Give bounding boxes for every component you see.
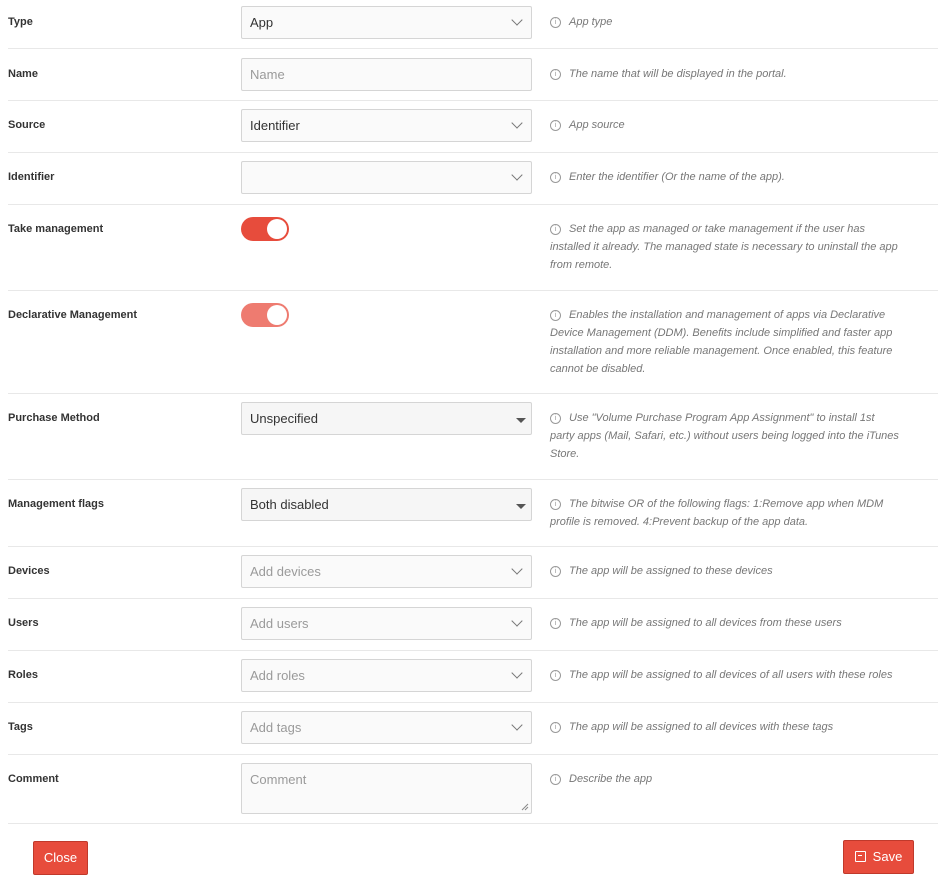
info-icon: i xyxy=(550,172,561,183)
type-label: Type xyxy=(8,16,33,28)
name-placeholder: Name xyxy=(250,67,285,82)
management-flags-help: i The bitwise OR of the following flags: 1:Remove app when MDM profile is removed. 4:Prevent backup of the app data. xyxy=(550,498,884,528)
close-button[interactable]: Close xyxy=(33,841,88,875)
name-label: Name xyxy=(8,68,38,80)
source-label: Source xyxy=(8,119,46,131)
identifier-help: i Enter the identifier (Or the name of the app). xyxy=(550,168,926,186)
info-icon: i xyxy=(550,722,561,733)
caret-down-icon xyxy=(516,504,526,509)
purchase-method-help: i Use "Volume Purchase Program App Assignment" to install 1st party apps (Mail, Safari, etc.) without users being logged into the iTunes Store. xyxy=(550,412,899,460)
comment-label: Comment xyxy=(8,773,59,785)
info-icon: i xyxy=(550,17,561,28)
info-icon: i xyxy=(550,310,561,321)
devices-select[interactable] xyxy=(241,555,532,588)
declarative-management-toggle[interactable] xyxy=(241,303,289,327)
info-icon: i xyxy=(550,670,561,681)
roles-select[interactable] xyxy=(241,659,532,692)
info-icon: i xyxy=(550,774,561,785)
management-flags-select[interactable] xyxy=(241,488,532,521)
roles-placeholder: Add roles xyxy=(250,668,305,683)
source-value: Identifier xyxy=(250,118,300,133)
take-management-label: Take management xyxy=(8,223,104,235)
name-input[interactable] xyxy=(241,58,532,91)
roles-help: i The app will be assigned to all devices of all users with these roles xyxy=(550,666,926,684)
chevron-down-icon xyxy=(511,563,522,574)
chevron-down-icon xyxy=(511,719,522,730)
chevron-down-icon xyxy=(511,169,522,180)
info-icon: i xyxy=(550,224,561,235)
users-help: i The app will be assigned to all devices from these users xyxy=(550,614,926,632)
chevron-down-icon xyxy=(511,14,522,25)
management-flags-label: Management flags xyxy=(8,498,104,510)
info-icon: i xyxy=(550,69,561,80)
purchase-method-value: Unspecified xyxy=(250,411,318,426)
devices-label: Devices xyxy=(8,565,50,577)
comment-textarea[interactable] xyxy=(241,763,532,814)
info-icon: i xyxy=(550,618,561,629)
identifier-label: Identifier xyxy=(8,171,55,183)
devices-placeholder: Add devices xyxy=(250,564,321,579)
devices-help: i The app will be assigned to these devices xyxy=(550,562,926,580)
roles-label: Roles xyxy=(8,669,38,681)
type-help: i App type xyxy=(550,13,926,31)
tags-select[interactable] xyxy=(241,711,532,744)
info-icon: i xyxy=(550,499,561,510)
source-help: i App source xyxy=(550,116,926,134)
toggle-knob xyxy=(267,305,287,325)
declarative-management-label: Declarative Management xyxy=(8,309,137,321)
name-help: i The name that will be displayed in the portal. xyxy=(550,65,926,83)
comment-help: i Describe the app xyxy=(550,770,926,788)
resize-handle-icon[interactable] xyxy=(521,803,529,811)
take-management-help: i Set the app as managed or take management if the user has installed it already. The managed state is necessary to uninstall the app from remote. xyxy=(550,223,898,271)
tags-help: i The app will be assigned to all devices with these tags xyxy=(550,718,926,736)
declarative-management-help: i Enables the installation and management of apps via Declarative Device Management (DDM). Benefits include simplified and faster app installation and more reliable management. Once enabled, this feature cannot be disabled. xyxy=(550,309,893,375)
info-icon: i xyxy=(550,566,561,577)
purchase-method-label: Purchase Method xyxy=(8,412,100,424)
chevron-down-icon xyxy=(511,667,522,678)
save-button[interactable]: Save xyxy=(843,840,914,874)
take-management-toggle[interactable] xyxy=(241,217,289,241)
info-icon: i xyxy=(550,413,561,424)
identifier-select[interactable] xyxy=(241,161,532,194)
management-flags-value: Both disabled xyxy=(250,497,329,512)
chevron-down-icon xyxy=(511,117,522,128)
tags-placeholder: Add tags xyxy=(250,720,302,735)
toggle-knob xyxy=(267,219,287,239)
caret-down-icon xyxy=(516,418,526,423)
users-label: Users xyxy=(8,617,39,629)
info-icon: i xyxy=(550,120,561,131)
purchase-method-select[interactable] xyxy=(241,402,532,435)
save-icon xyxy=(855,851,866,862)
chevron-down-icon xyxy=(511,615,522,626)
tags-label: Tags xyxy=(8,721,33,733)
comment-placeholder: Comment xyxy=(250,772,307,787)
type-value: App xyxy=(250,15,274,30)
source-select[interactable] xyxy=(241,109,532,142)
users-select[interactable] xyxy=(241,607,532,640)
type-select[interactable] xyxy=(241,6,532,39)
users-placeholder: Add users xyxy=(250,616,309,631)
